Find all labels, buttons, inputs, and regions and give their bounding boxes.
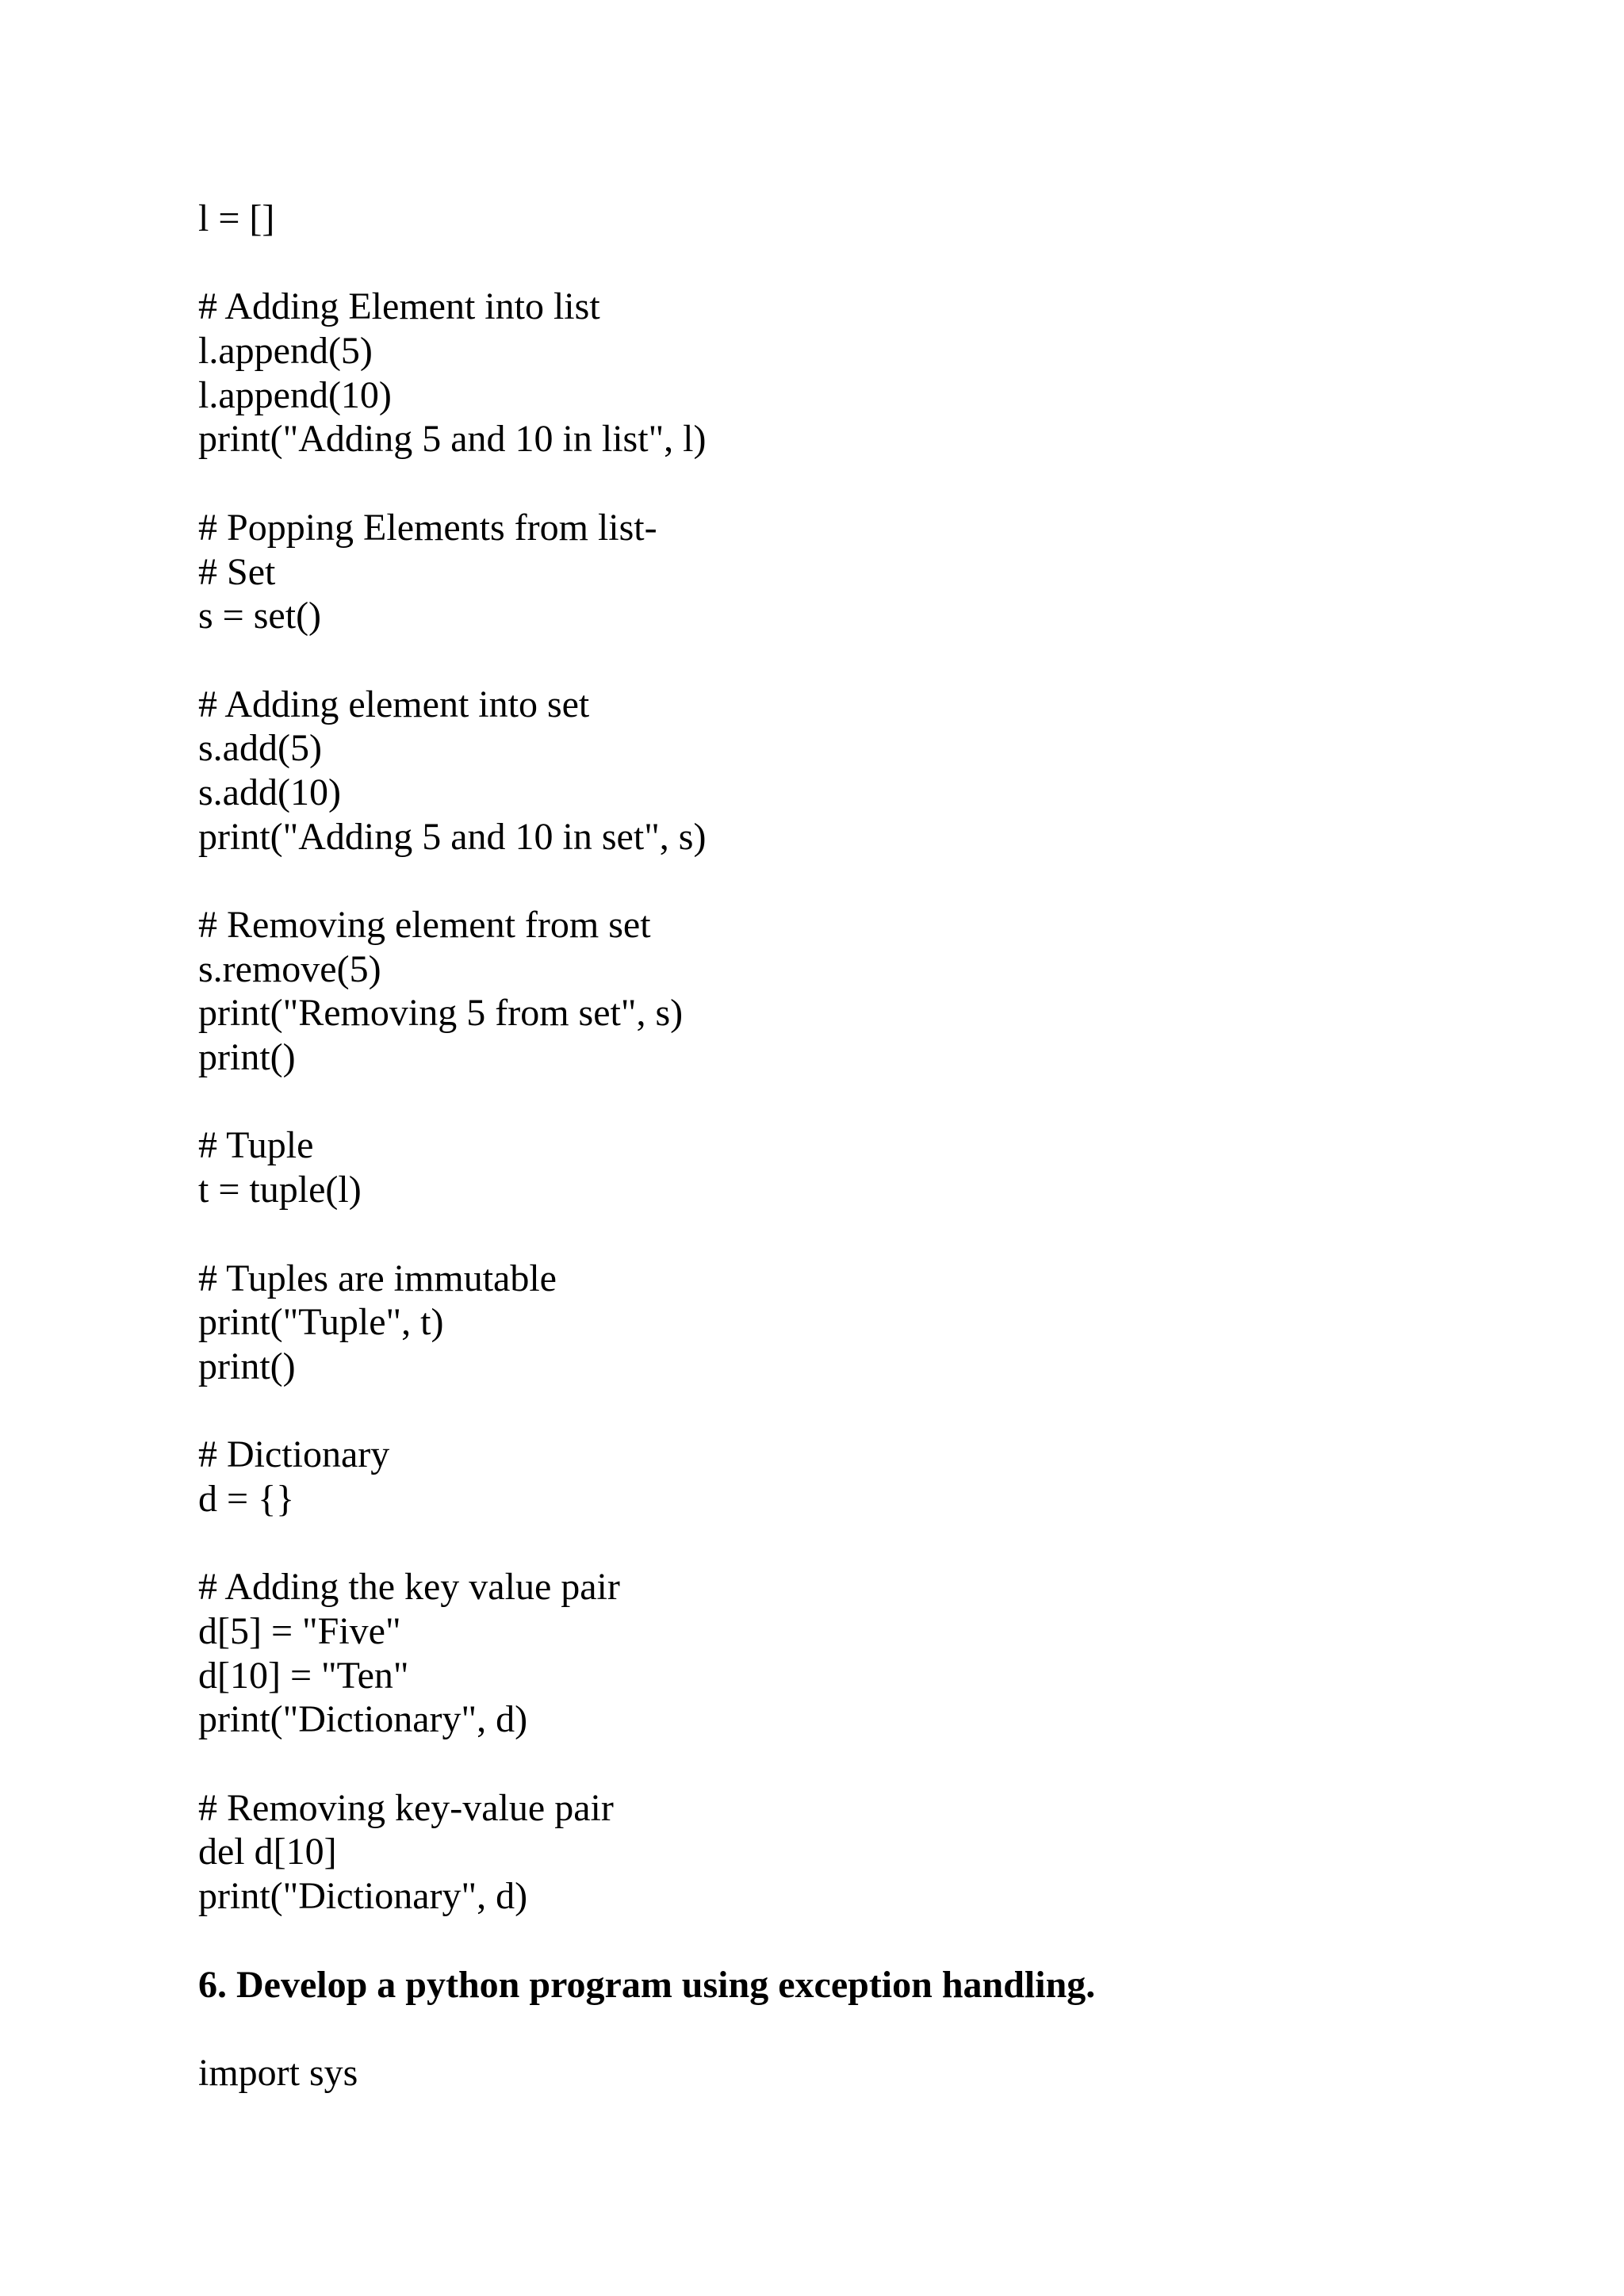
code-line: l = [] <box>198 197 275 239</box>
code-line: l.append(5) <box>198 330 373 373</box>
blank-line <box>198 1389 1546 1433</box>
code-line: l.append(10) <box>198 373 392 416</box>
code-line: # Tuple <box>198 1124 314 1167</box>
code-line: print("Adding 5 and 10 in set", s) <box>198 815 707 858</box>
code-line: print() <box>198 1036 296 1079</box>
code-line: # Removing key-value pair <box>198 1786 614 1829</box>
code-line: import sys <box>198 2051 358 2094</box>
blank-line <box>198 241 1546 285</box>
code-line: print("Dictionary", d) <box>198 1875 528 1918</box>
code-line: print("Adding 5 and 10 in list", l) <box>198 418 707 461</box>
code-line: # Removing element from set <box>198 904 651 946</box>
code-line: # Tuples are immutable <box>198 1257 557 1299</box>
blank-line <box>198 859 1546 903</box>
page-content <box>198 197 1546 2095</box>
code-line: t = tuple(l) <box>198 1169 362 1211</box>
code-line: print("Tuple", t) <box>198 1301 444 1344</box>
code-line: print() <box>198 1345 296 1387</box>
code-line: d[10] = "Ten" <box>198 1654 409 1697</box>
blank-line <box>198 1521 1546 1566</box>
blank-line <box>198 1212 1546 1257</box>
code-block-collections <box>198 197 1546 1919</box>
code-line: # Dictionary <box>198 1433 390 1476</box>
code-line: del d[10] <box>198 1831 337 1873</box>
code-line: # Adding element into set <box>198 683 590 725</box>
blank-line <box>198 1742 1546 1786</box>
code-line: print("Removing 5 from set", s) <box>198 992 684 1035</box>
blank-line <box>198 461 1546 506</box>
code-line: s.remove(5) <box>198 947 381 990</box>
code-line: d = {} <box>198 1477 295 1520</box>
blank-line <box>198 1080 1546 1124</box>
code-line: s.add(5) <box>198 727 322 770</box>
code-line: s.add(10) <box>198 771 341 813</box>
code-line: # Adding the key value pair <box>198 1566 620 1609</box>
code-line: d[5] = "Five" <box>198 1610 401 1652</box>
code-line: # Set <box>198 550 276 593</box>
section-heading: 6. Develop a python program using exception handling. <box>198 1963 1096 2006</box>
code-line: print("Dictionary", d) <box>198 1698 528 1741</box>
code-line: # Popping Elements from list- <box>198 506 657 549</box>
code-line: s = set() <box>198 595 322 637</box>
spacer <box>198 2007 1546 2051</box>
blank-line <box>198 638 1546 683</box>
code-line: # Adding Element into list <box>198 285 600 328</box>
code-block-exception-handling <box>198 2051 1546 2095</box>
spacer <box>198 1919 1546 1963</box>
